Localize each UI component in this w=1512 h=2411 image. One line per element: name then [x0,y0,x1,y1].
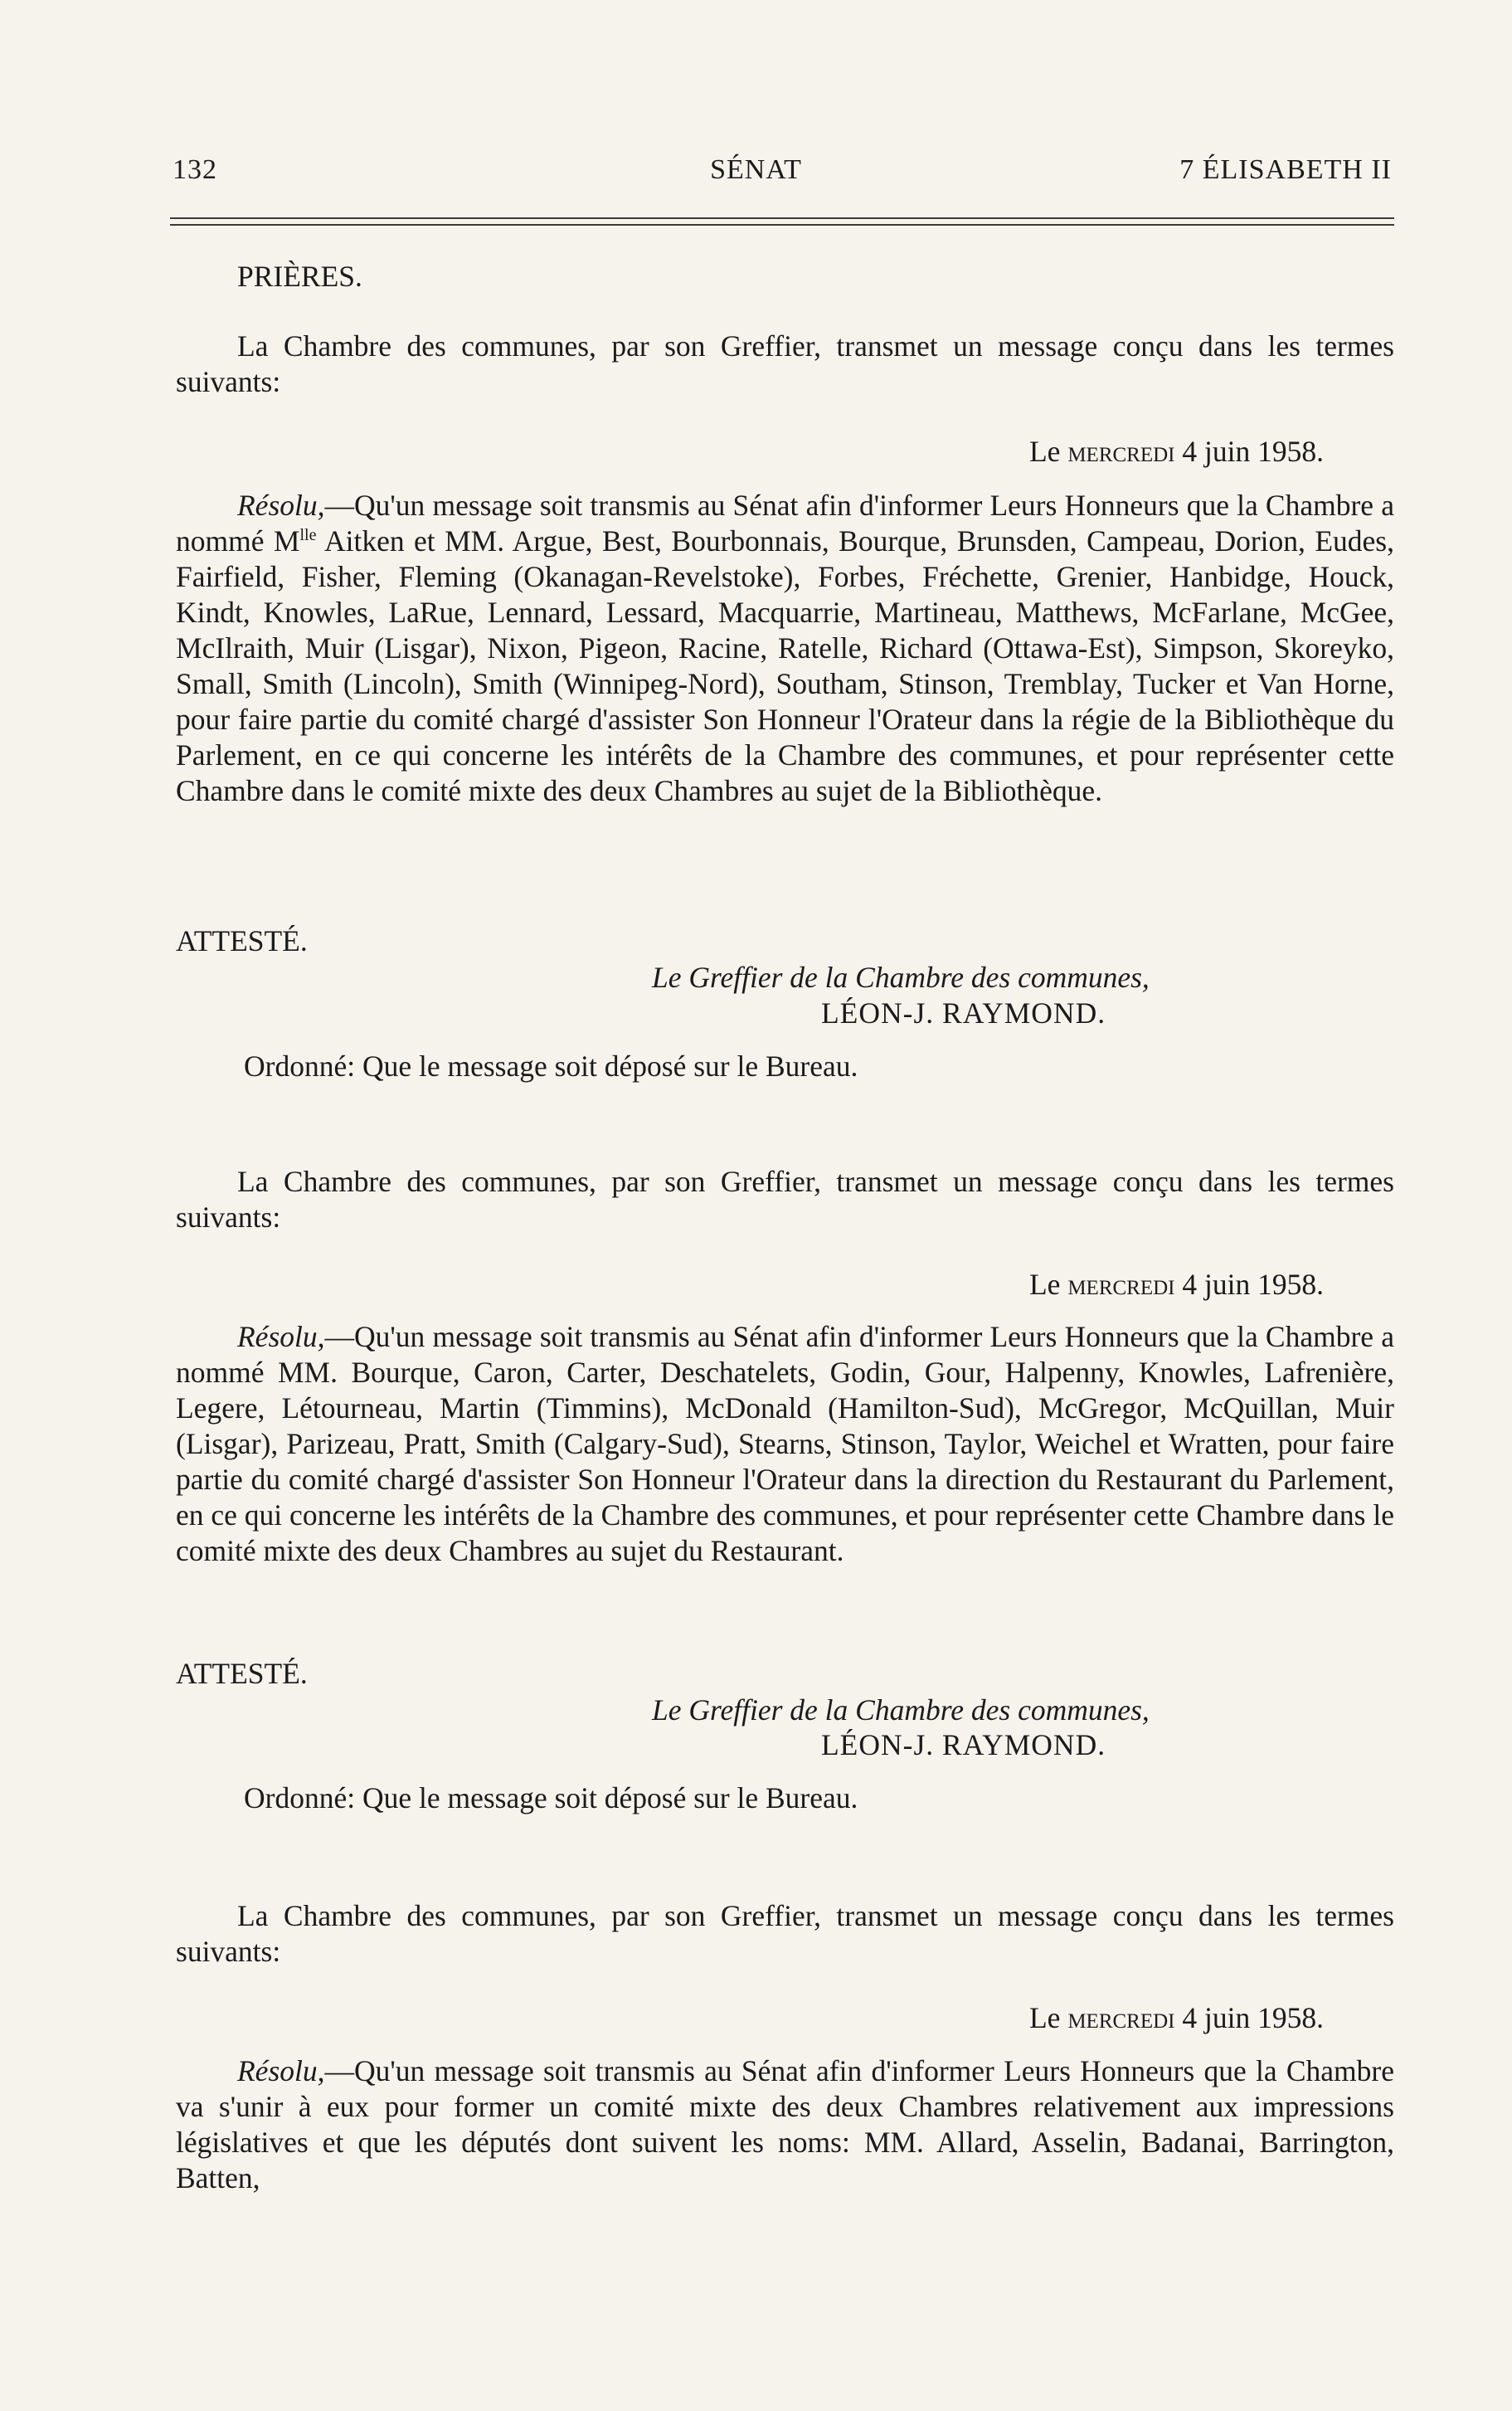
running-title: SÉNAT [710,154,802,185]
date-line-1: Le mercredi 4 juin 1958. [1029,435,1324,468]
resolved-label: Résolu, [237,489,325,522]
header-rule-bottom [170,224,1394,226]
signature-title-2: Le Greffier de la Chambre des communes, [652,1693,1150,1727]
intro-paragraph-3: La Chambre des communes, par son Greffier, transmet un message conçu dans les termes suivants: [176,1899,1394,1968]
regnal-year: 7 ÉLISABETH II [1179,154,1392,185]
date-line-2: Le mercredi 4 juin 1958. [1029,1268,1324,1301]
resolution-paragraph-3: Résolu,—Qu'un message soit transmis au Sénat afin d'informer Leurs Honneurs que la Chambre va s'unir à eux pour former un comité mixte des deux Chambres relativement aux impressions législatives et que les députés dont suivent les noms: MM. Allard, Asselin, Badanai, Barrington, Batten, [176,2054,1394,2194]
intro-paragraph-2: La Chambre des communes, par son Greffier, transmet un message conçu dans les termes suivants: [176,1165,1394,1234]
resolved-label: Résolu, [237,1320,325,1353]
resolution-paragraph-1: Résolu,—Qu'un message soit transmis au Sénat afin d'informer Leurs Honneurs que la Chambre a nommé $M^{lle}$ Aitken et MM. Argue, Best, Bourbonnais, Bourque, Brunsden, Campeau, Dorion, Eudes, Fairfield, Fisher, Fleming (Okanagan-Revelstoke), Forbes, Fréchette, Grenier, Hanbidge, Houck, Kindt, Knowles, LaRue, Lennard, Lessard, Macquarrie, Martineau, Matthews, McFarlane, McGee, McIlraith, Muir (Lisgar), Nixon, Pigeon, Racine, Ratelle, Richard (Ottawa-Est), Simpson, Skoreyko, Small, Smith (Lincoln), Smith (Winnipeg-Nord), Southam, Stinson, Tremblay, Tucker et Van Horne, pour faire partie du comité chargé d'assister Son Honneur l'Orateur dans la régie de la Bibliothèque du Parlement, en ce qui concerne les intérêts de la Chambre des communes, et pour représenter cette Chambre dans le comité mixte des deux Chambres au sujet de la Bibliothèque. [176,489,1394,807]
header-rule-top [170,217,1394,219]
signature-name-1: LÉON-J. RAYMOND. [821,996,1106,1030]
ordered-2: Ordonné: Que le message soit déposé sur le Bureau. [244,1781,858,1814]
attested-2: ATTESTÉ. [176,1657,308,1690]
attested-1: ATTESTÉ. [176,924,308,957]
date-line-3: Le mercredi 4 juin 1958. [1029,2001,1324,2034]
resolved-label: Résolu, [237,2054,325,2087]
intro-paragraph-1: La Chambre des communes, par son Greffier, transmet un message conçu dans les termes suivants: [176,329,1394,398]
page-number: 132 [173,154,217,185]
signature-name-2: LÉON-J. RAYMOND. [821,1728,1106,1761]
resolution-paragraph-2: Résolu,—Qu'un message soit transmis au Sénat afin d'informer Leurs Honneurs que la Chambre a nommé MM. Bourque, Caron, Carter, Deschatelets, Godin, Gour, Halpenny, Knowles, Lafrenière, Legere, Létourneau, Martin (Timmins), McDonald (Hamilton-Sud), McGregor, McQuillan, Muir (Lisgar), Parizeau, Pratt, Smith (Calgary-Sud), Stearns, Stinson, Taylor, Weichel et Wratten, pour faire partie du comité chargé d'assister Son Honneur l'Orateur dans la direction du Restaurant du Parlement, en ce qui concerne les intérêts de la Chambre des communes, et pour représenter cette Chambre dans le comité mixte des deux Chambres au sujet du Restaurant. [176,1320,1394,1567]
prayers-heading: PRIÈRES. [237,260,362,293]
signature-title-1: Le Greffier de la Chambre des communes, [652,961,1150,994]
ordered-1: Ordonné: Que le message soit déposé sur le Bureau. [244,1050,858,1083]
